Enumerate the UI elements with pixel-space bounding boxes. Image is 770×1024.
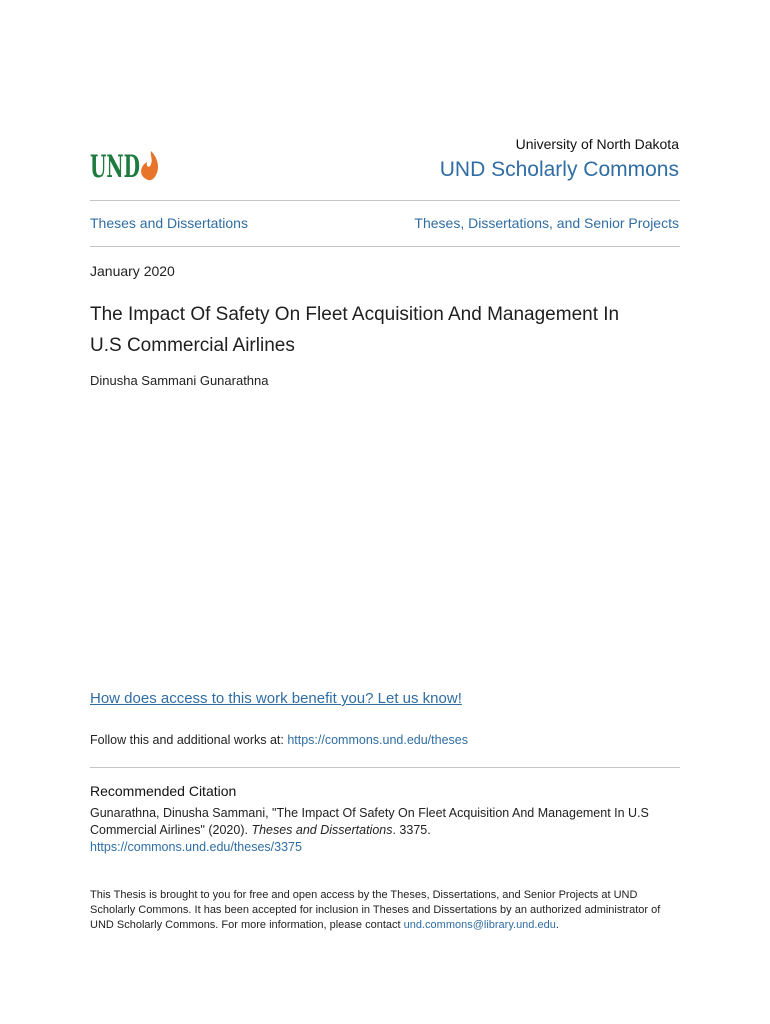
und-logo-text: UND [90,149,140,185]
citation-line-1: Gunarathna, Dinusha Sammani, "The Impact Of Safety On Fleet Acquisition And Management In U.S [90,806,649,820]
notice-text: This Thesis is brought to you for free and open access by the Theses, Dissertations, and Senior Projects at UND Scholarly Commons. It has been accepted for inclusion in Theses and Dissertations by an authorized administrator of UND Scholarly Commons. For more information, please contact [90,889,661,931]
citation-url-link[interactable]: https://commons.und.edu/theses/3375 [90,840,302,854]
divider [90,767,680,768]
feedback-link[interactable]: How does access to this work benefit you? Let us know! [90,690,462,707]
notice-end: . [555,919,559,931]
access-notice [90,888,680,933]
citation-line-2 [90,822,680,839]
follow-url-link[interactable]: https://commons.und.edu/theses [287,733,468,747]
document-title [90,299,690,361]
publication-date: January 2020 [90,263,175,279]
follow-line [90,733,468,747]
flame-icon [141,151,158,180]
divider [90,246,680,247]
citation-number: . 3375. [392,823,431,837]
title-line-2: U.S Commercial Airlines [90,335,295,356]
title-line-1: The Impact Of Safety On Fleet Acquisition And Management In [90,304,620,325]
breadcrumb-theses-link[interactable]: Theses and Dissertations [90,215,248,231]
contact-email-link[interactable]: und.commons@library.und.edu [403,919,556,931]
citation-series: Theses and Dissertations [251,823,393,837]
und-logo [90,146,160,185]
citation-text [90,805,680,856]
recommended-citation-heading: Recommended Citation [90,783,237,799]
author-name: Dinusha Sammani Gunarathna [90,373,269,388]
repository-link[interactable]: UND Scholarly Commons [439,158,679,181]
follow-prefix: Follow this and additional works at: [90,733,288,747]
citation-line-2-text: Commercial Airlines" (2020). [90,823,252,837]
university-name: University of North Dakota [515,136,679,152]
breadcrumb-collection-link[interactable]: Theses, Dissertations, and Senior Projects [414,215,679,231]
divider [90,200,680,201]
